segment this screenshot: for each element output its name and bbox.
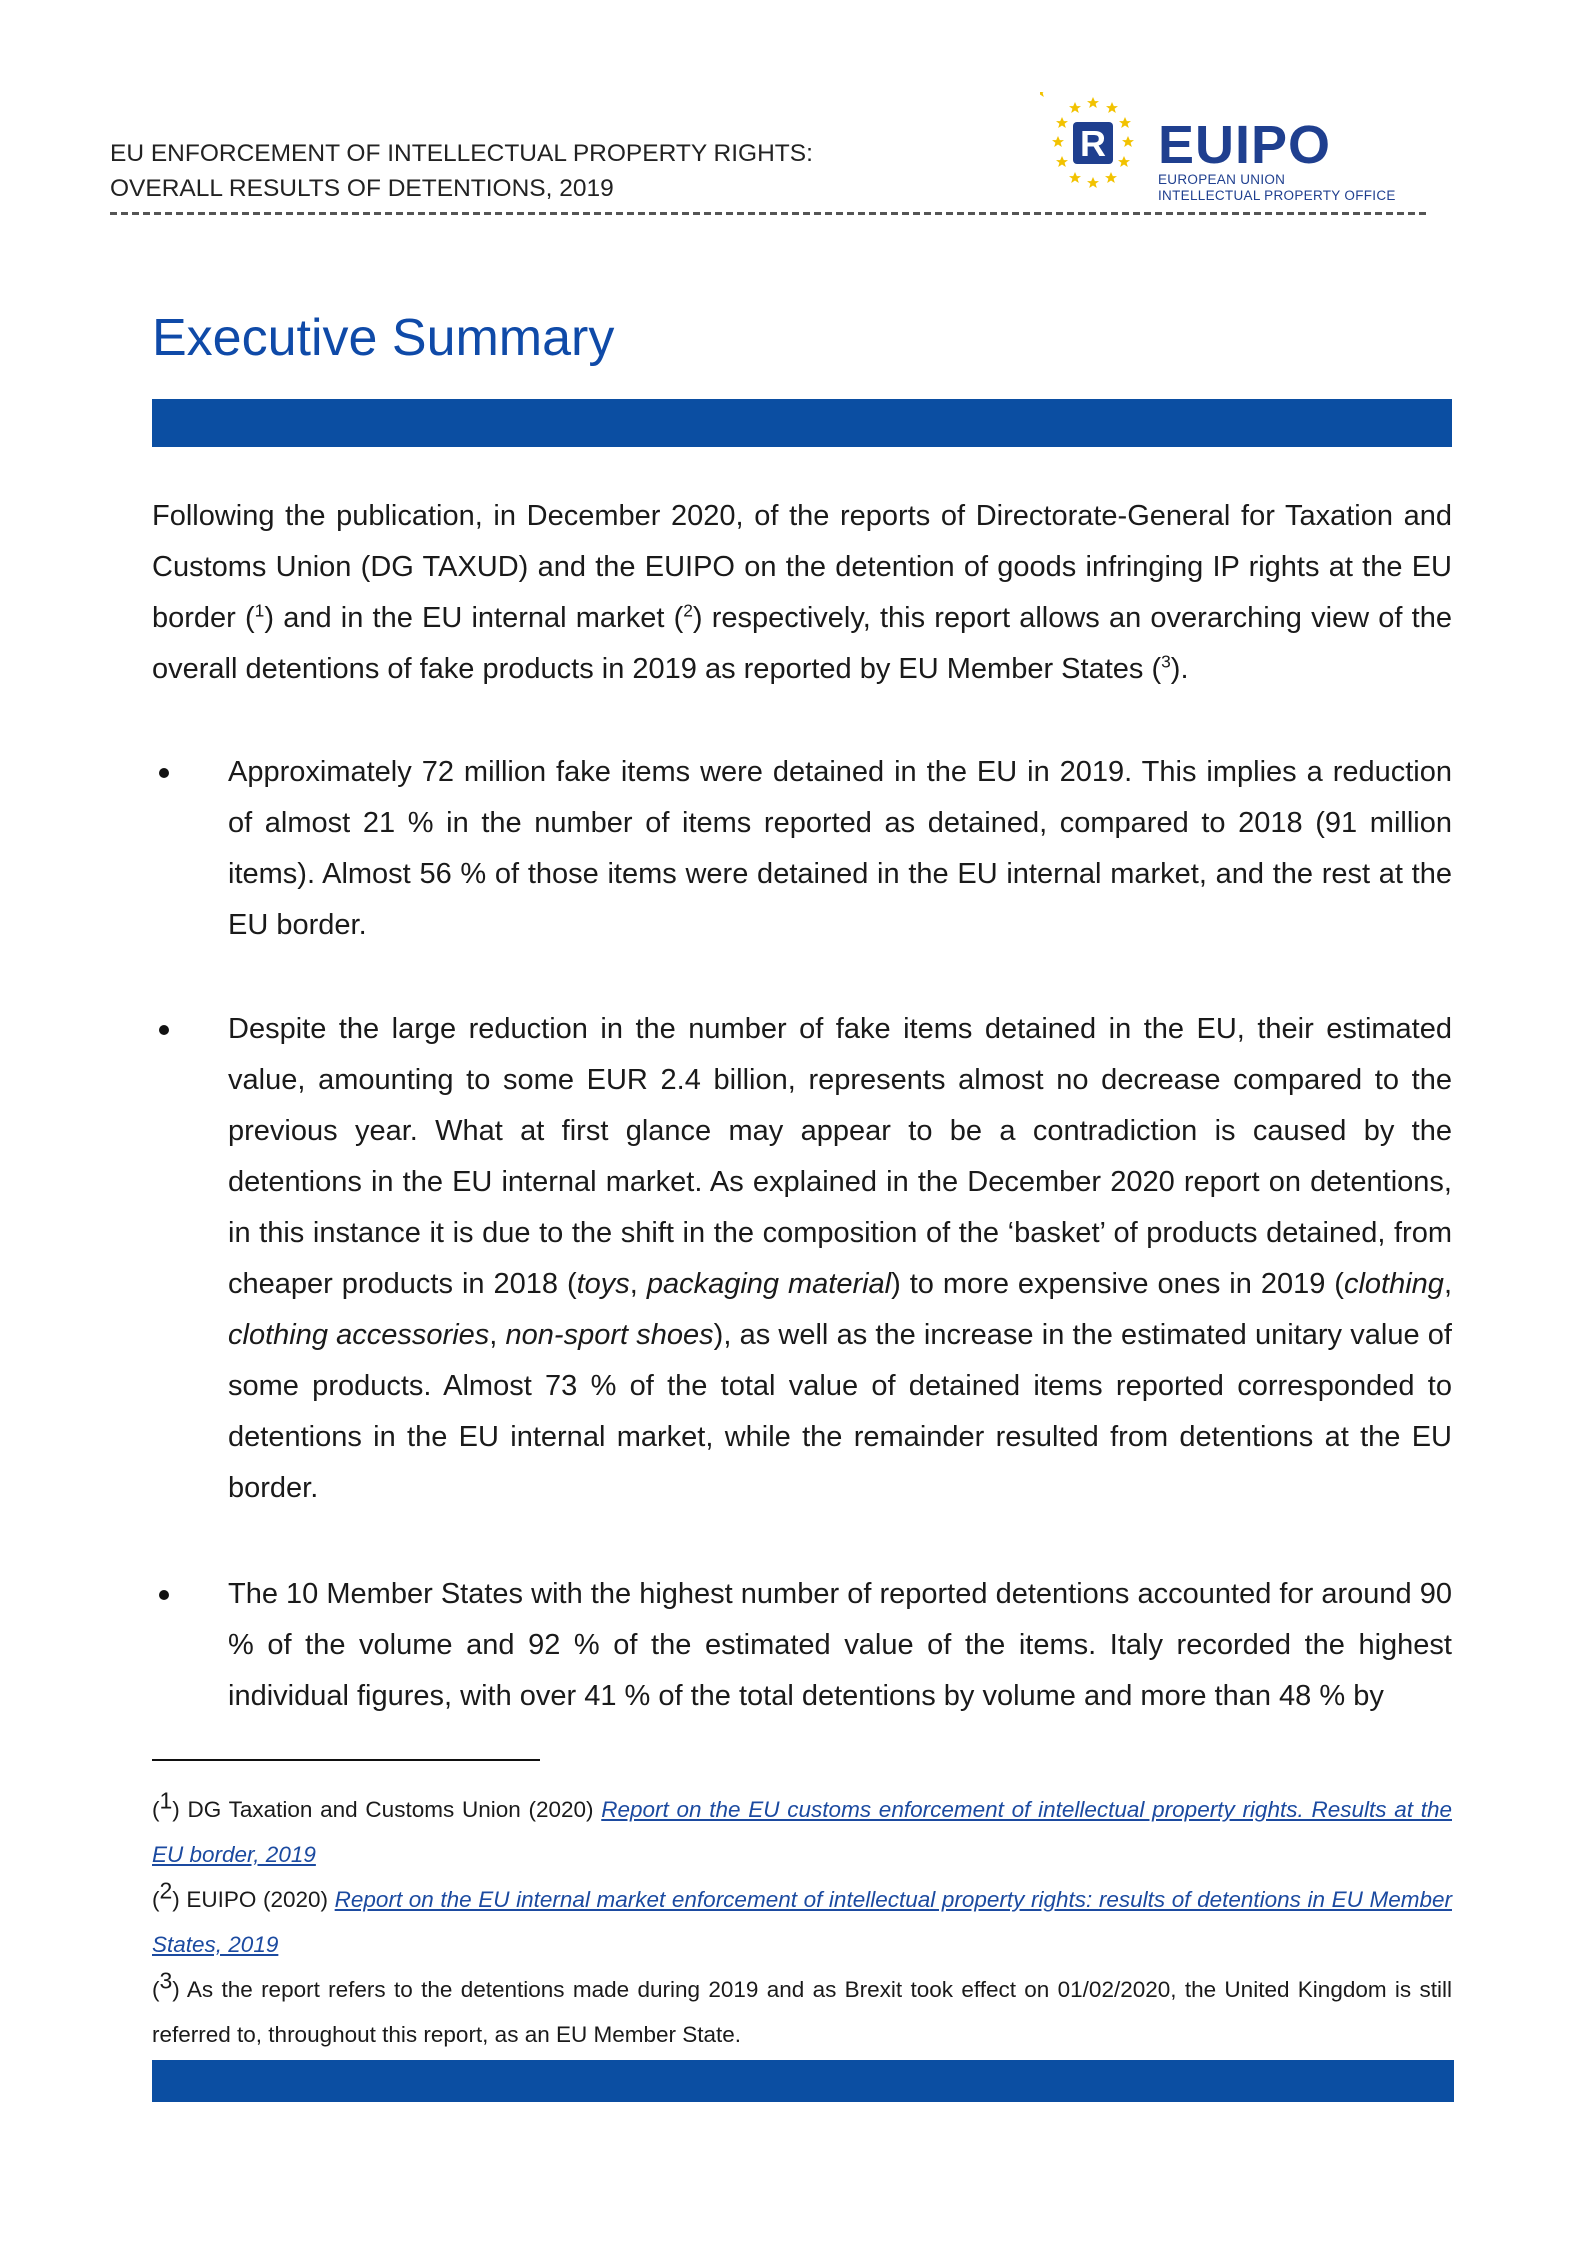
- bullet-text-3: The 10 Member States with the highest number of reported detentions accounted for around 90 % of the volume and 92 % of the estimated value of the items. Italy recorded the highest individual figures, with over 41 % of the total detentions by volume and more than 48 % by: [228, 1578, 1452, 1712]
- intro-text-4: .: [1180, 653, 1189, 685]
- footnotes: [152, 1787, 1452, 2057]
- footnote-divider: [152, 1759, 540, 1761]
- footnote-1-link[interactable]: Report on the EU customs enforcement of intellectual property rights. Results at the EU border, 2019: [152, 1797, 1452, 1867]
- bullet-text-1: Approximately 72 million fake items were detained in the EU in 2019. This implies a reduction of almost 21 % in the number of items reported as detained, compared to 2018 (91 million items). Almost 56 % of those items were detained in the EU internal market, and the rest at the EU border.: [228, 756, 1452, 941]
- euipo-wordmark: [1158, 115, 1396, 204]
- bullet-icon: [159, 1025, 169, 1035]
- bullet-icon: [159, 1590, 169, 1600]
- intro-text-2: and in the EU internal market: [274, 602, 665, 634]
- logo-word: [1158, 115, 1396, 175]
- logo-subtitle-2: INTELLECTUAL PROPERTY OFFICE: [1158, 188, 1396, 203]
- intro-text-3: respectively, this report allows an overarching view of the overall detentions of fake products in 2019 as reported by EU Member States: [152, 602, 1452, 685]
- report-title-line-2: OVERALL RESULTS OF DETENTIONS, 2019: [110, 175, 614, 202]
- report-title: [110, 136, 813, 206]
- footnote-3: ($^3$) As the report refers to the detentions made during 2019 and as Brexit took effect on 01/02/2020, the United Kingdom is still referred to, throughout this report, as an EU Member State.: [152, 1967, 1452, 2047]
- svg-text:R: R: [1080, 123, 1106, 164]
- title-band: [152, 399, 1452, 447]
- header-dashed-divider: [110, 212, 1428, 215]
- footnote-2: ($^2$) EUIPO (2020) Report on the EU internal market enforcement of intellectual property rights: results of detentions in EU Member States, 2019: [152, 1877, 1452, 1957]
- star-ring-icon: [1040, 92, 1046, 97]
- footnote-ref-3[interactable]: 3: [1161, 651, 1171, 672]
- page-title: Executive Summary: [152, 309, 615, 367]
- logo-subtitle-1: EUROPEAN UNION: [1158, 172, 1286, 187]
- logo-ipo: IPO: [1235, 115, 1332, 175]
- bullet-text-2: Despite the large reduction in the number of fake items detained in the EU, their estimated value, amounting to some EUR 2.4 billion, represents almost no decrease compared to the previous year. What at first glance may appear to be a contradiction is caused by the detentions in the EU internal market. As explained in the December 2020 report on detentions, in this instance it is due to the shift in the composition of the ‘basket’ of products detained, from cheaper products in 2018 (toys, packaging material) to more expensive ones in 2019 (clothing, clothing accessories, non-sport shoes), as well as the increase in the estimated unitary value of some products. Almost 73 % of the total value of detained items reported corresponded to detentions in the EU internal market, while the remainder resulted from detentions at the EU border.: [228, 1013, 1452, 1504]
- footer-band: [152, 2060, 1454, 2102]
- footnote-2-link[interactable]: Report on the EU internal market enforcement of intellectual property rights: results of detentions in EU Member States, 2019: [152, 1887, 1452, 1957]
- footnote-ref-2[interactable]: 2: [683, 600, 693, 621]
- intro-paragraph: Following the publication, in December 2020, of the reports of Directorate-General for Taxation and Customs Union (DG TAXUD) and the EUIPO on the detention of goods infringing IP rights at the EU border ($^1$) and in the EU internal market ($^2$) respectively, this report allows an overarching view of the overall detentions of fake products in 2019 as reported by EU Member States ($^3$).: [152, 500, 1452, 685]
- logo-eu: EU: [1158, 115, 1236, 175]
- report-title-line-1: EU ENFORCEMENT OF INTELLECTUAL PROPERTY RIGHTS:: [110, 140, 813, 167]
- footnote-1: ($^1$) DG Taxation and Customs Union (2020) Report on the EU customs enforcement of intellectual property rights. Results at the EU border, 2019: [152, 1787, 1452, 1867]
- footnote-ref-1[interactable]: 1: [254, 600, 265, 621]
- intro-text-1: Following the publication, in December 2020, of the reports of Directorate-General for Taxation and Customs Union (DG TAXUD) and the EUIPO on the detention of goods infringing IP rights at the EU border: [152, 500, 1452, 634]
- bullet-icon: [159, 768, 169, 778]
